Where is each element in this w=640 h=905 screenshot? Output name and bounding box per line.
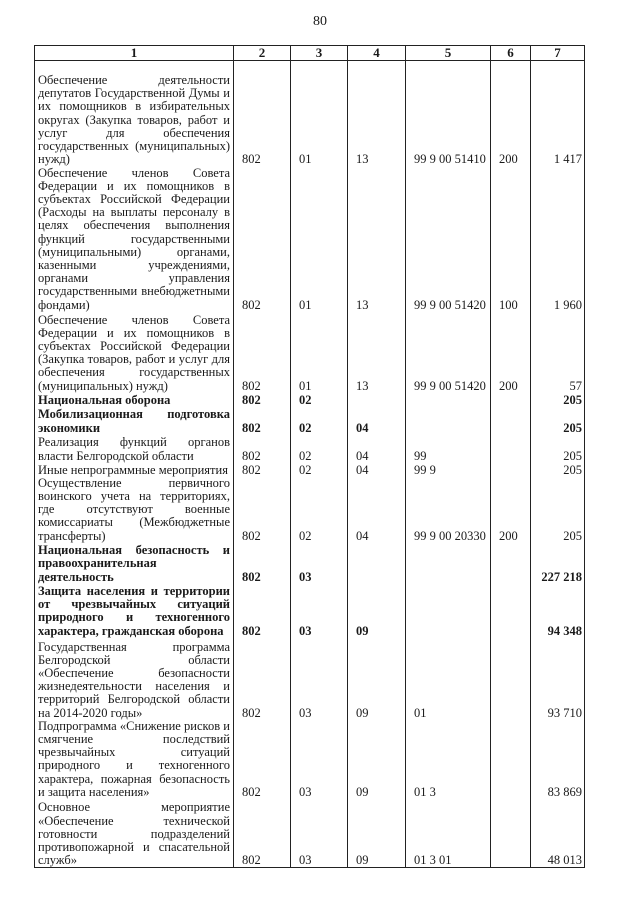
row-name: Обеспечение членов Совета Федерации и их помощников в субъектах Российской Федерации (Расходы на выплаты персоналу в целях обеспечения выполнения функций государственными (муниципальными) органами, казенными учреждениями, органами управления государственными внебюджетными фондами) — [35, 167, 234, 312]
row-subsection-code — [348, 393, 406, 407]
table-row — [35, 61, 585, 167]
row-expense-type: 200 — [491, 61, 531, 167]
row-expense-type — [491, 638, 531, 720]
col-header-2: 2 — [234, 46, 291, 61]
row-name: Иные непрограммные мероприятия — [35, 463, 234, 477]
table-row — [35, 477, 585, 543]
row-section-code: 02 — [291, 463, 348, 477]
row-ministry-code: 802 — [234, 312, 291, 393]
row-subsection-code: 09 — [348, 799, 406, 868]
row-ministry-code: 802 — [234, 435, 291, 463]
table-row — [35, 638, 585, 720]
row-target-code: 01 3 — [406, 720, 491, 799]
row-amount: 1 960 — [531, 167, 585, 312]
row-amount: 57 — [531, 312, 585, 393]
table-row — [35, 720, 585, 799]
row-amount: 205 — [531, 477, 585, 543]
row-ministry-code: 802 — [234, 720, 291, 799]
row-expense-type — [491, 435, 531, 463]
table-row — [35, 312, 585, 393]
row-expense-type: 200 — [491, 477, 531, 543]
row-name: Обеспечение деятельности депутатов Государственной Думы и их помощников в избирательных округах (Закупка товаров, работ и услуг для обеспечения государственных (муниципальных) нужд) — [35, 61, 234, 167]
row-target-code — [406, 393, 491, 407]
row-subsection-code: 09 — [348, 638, 406, 720]
row-amount: 1 417 — [531, 61, 585, 167]
row-section-code: 02 — [291, 407, 348, 435]
row-section-code: 03 — [291, 584, 348, 638]
row-amount: 83 869 — [531, 720, 585, 799]
table-row — [35, 799, 585, 868]
row-name: Национальная безопасность и правоохранительная деятельность — [35, 543, 234, 584]
row-expense-type — [491, 584, 531, 638]
table-row — [35, 393, 585, 407]
row-expense-type — [491, 393, 531, 407]
col-header-7: 7 — [531, 46, 585, 61]
row-amount: 94 348 — [531, 584, 585, 638]
row-target-code: 99 9 00 51420 — [406, 312, 491, 393]
row-ministry-code: 802 — [234, 167, 291, 312]
row-amount: 205 — [531, 435, 585, 463]
row-target-code: 99 9 00 51420 — [406, 167, 491, 312]
row-expense-type — [491, 720, 531, 799]
row-target-code — [406, 584, 491, 638]
row-target-code: 99 — [406, 435, 491, 463]
table-row — [35, 543, 585, 584]
row-section-code: 01 — [291, 312, 348, 393]
row-amount: 93 710 — [531, 638, 585, 720]
row-amount: 205 — [531, 393, 585, 407]
table-row — [35, 407, 585, 435]
row-target-code: 01 — [406, 638, 491, 720]
row-name: Обеспечение членов Совета Федерации и их помощников в субъектах Российской Федерации (Закупка товаров, работ и услуг для обеспечения государственных (муниципальных) нужд) — [35, 312, 234, 393]
row-section-code: 03 — [291, 799, 348, 868]
row-section-code: 03 — [291, 543, 348, 584]
row-section-code: 02 — [291, 435, 348, 463]
row-amount: 205 — [531, 463, 585, 477]
col-header-4: 4 — [348, 46, 406, 61]
row-expense-type — [491, 463, 531, 477]
row-section-code: 03 — [291, 638, 348, 720]
row-amount: 227 218 — [531, 543, 585, 584]
row-name: Подпрограмма «Снижение рисков и смягчение последствий чрезвычайных ситуаций природного и техногенного характера, пожарная безопасность и защита населения» — [35, 720, 234, 799]
table-row — [35, 167, 585, 312]
row-section-code: 02 — [291, 477, 348, 543]
row-target-code — [406, 543, 491, 584]
row-name: Мобилизационная подготовка экономики — [35, 407, 234, 435]
row-expense-type: 100 — [491, 167, 531, 312]
row-section-code: 01 — [291, 61, 348, 167]
row-subsection-code: 04 — [348, 435, 406, 463]
row-target-code: 99 9 00 20330 — [406, 477, 491, 543]
row-subsection-code: 13 — [348, 61, 406, 167]
row-expense-type: 200 — [491, 312, 531, 393]
row-subsection-code: 13 — [348, 312, 406, 393]
table-row — [35, 584, 585, 638]
row-section-code: 03 — [291, 720, 348, 799]
table-row — [35, 463, 585, 477]
row-ministry-code: 802 — [234, 584, 291, 638]
row-name: Национальная оборона — [35, 393, 234, 407]
row-name: Государственная программа Белгородской области «Обеспечение безопасности жизнедеятельности населения и территорий Белгородской области на 2014-2020 годы» — [35, 638, 234, 720]
row-ministry-code: 802 — [234, 393, 291, 407]
row-subsection-code: 04 — [348, 407, 406, 435]
row-subsection-code: 04 — [348, 463, 406, 477]
row-amount: 205 — [531, 407, 585, 435]
budget-table — [34, 45, 585, 868]
row-expense-type — [491, 799, 531, 868]
col-header-5: 5 — [406, 46, 491, 61]
row-target-code: 99 9 00 51410 — [406, 61, 491, 167]
row-ministry-code: 802 — [234, 477, 291, 543]
row-name: Реализация функций органов власти Белгородской области — [35, 435, 234, 463]
row-expense-type — [491, 407, 531, 435]
row-amount: 48 013 — [531, 799, 585, 868]
row-section-code: 01 — [291, 167, 348, 312]
row-ministry-code: 802 — [234, 638, 291, 720]
row-ministry-code: 802 — [234, 61, 291, 167]
page-number: 80 — [313, 14, 327, 29]
row-target-code: 01 3 01 — [406, 799, 491, 868]
row-subsection-code: 04 — [348, 477, 406, 543]
row-name: Основное мероприятие «Обеспечение технической готовности подразделений противопожарной и спасательной служб» — [35, 799, 234, 868]
row-expense-type — [491, 543, 531, 584]
row-target-code — [406, 407, 491, 435]
row-ministry-code: 802 — [234, 407, 291, 435]
col-header-6: 6 — [491, 46, 531, 61]
row-subsection-code: 13 — [348, 167, 406, 312]
table-row — [35, 435, 585, 463]
row-subsection-code: 09 — [348, 584, 406, 638]
row-ministry-code: 802 — [234, 543, 291, 584]
row-subsection-code — [348, 543, 406, 584]
row-ministry-code: 802 — [234, 463, 291, 477]
row-name: Защита населения и территории от чрезвычайных ситуаций природного и техногенного характера, гражданская оборона — [35, 584, 234, 638]
col-header-1: 1 — [35, 46, 234, 61]
row-section-code: 02 — [291, 393, 348, 407]
row-target-code: 99 9 — [406, 463, 491, 477]
header-row — [35, 46, 585, 61]
row-subsection-code: 09 — [348, 720, 406, 799]
row-name: Осуществление первичного воинского учета на территориях, где отсутствуют военные комиссариаты (Межбюджетные трансферты) — [35, 477, 234, 543]
col-header-3: 3 — [291, 46, 348, 61]
row-ministry-code: 802 — [234, 799, 291, 868]
